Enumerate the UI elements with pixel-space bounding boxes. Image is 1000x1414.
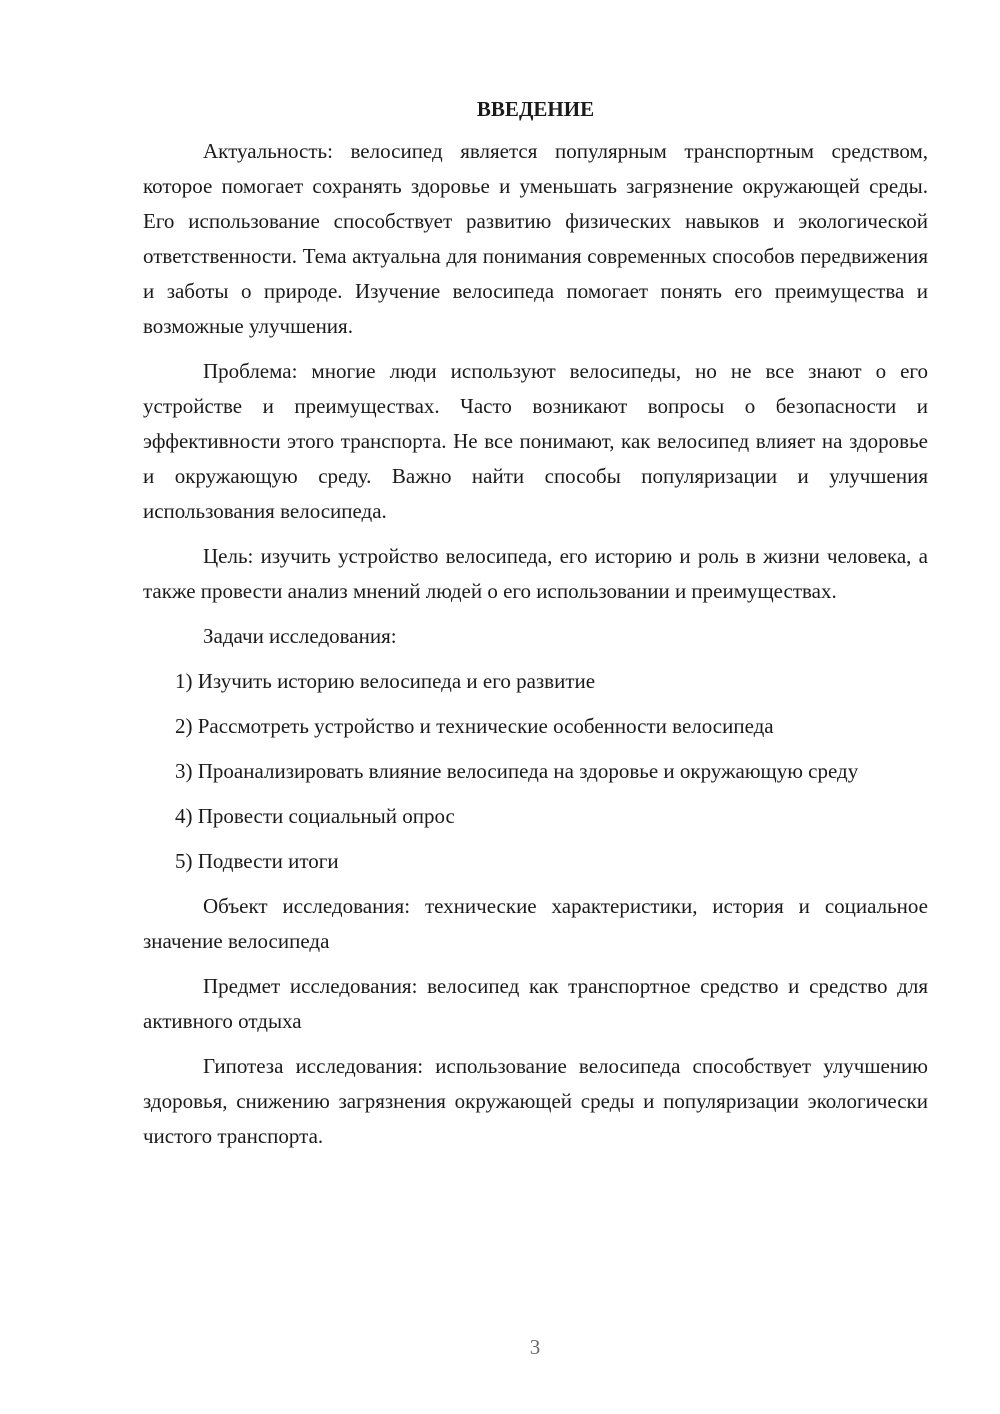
document-body — [143, 92, 928, 1164]
paragraph-object: Объект исследования: технические характеристики, история и социальное значение велосипеда — [143, 894, 928, 953]
paragraph-problem: Проблема: многие люди используют велосипеды, но не все знают о его устройстве и преимуществах. Часто возникают вопросы о безопасности и эффективности этого транспорта. Не все понимают, как велосипед влияет на здоровье и окружающую среду. Важно найти способы популяризации и улучшения использования велосипеда. — [143, 359, 928, 523]
page-number: 3 — [529, 1335, 541, 1359]
task-item: 2) Рассмотреть устройство и технические особенности велосипеда — [175, 714, 774, 738]
paragraph-tasks-heading: Задачи исследования: — [203, 624, 397, 648]
paragraph-hypothesis: Гипотеза исследования: использование велосипеда способствует улучшению здоровья, снижению загрязнения окружающей среды и популяризации экологически чистого транспорта. — [143, 1054, 928, 1148]
paragraph-relevance: Актуальность: велосипед является популярным транспортным средством, которое помогает сохранять здоровье и уменьшать загрязнение окружающей среды. Его использование способствует развитию физических навыков и экологической ответственности. Тема актуальна для понимания современных способов передвижения и заботы о природе. Изучение велосипеда помогает понять его преимущества и возможные улучшения. — [143, 139, 928, 338]
task-item: 4) Провести социальный опрос — [175, 804, 455, 828]
task-item: 3) Проанализировать влияние велосипеда на здоровье и окружающую среду — [175, 759, 859, 783]
task-item: 1) Изучить историю велосипеда и его развитие — [175, 669, 596, 693]
section-title: ВВЕДЕНИЕ — [476, 97, 595, 121]
paragraph-subject: Предмет исследования: велосипед как транспортное средство и средство для активного отдыха — [143, 974, 928, 1033]
task-item: 5) Подвести итоги — [175, 849, 339, 873]
paragraph-goal: Цель: изучить устройство велосипеда, его историю и роль в жизни человека, а также провести анализ мнений людей о его использовании и преимуществах. — [143, 544, 928, 603]
